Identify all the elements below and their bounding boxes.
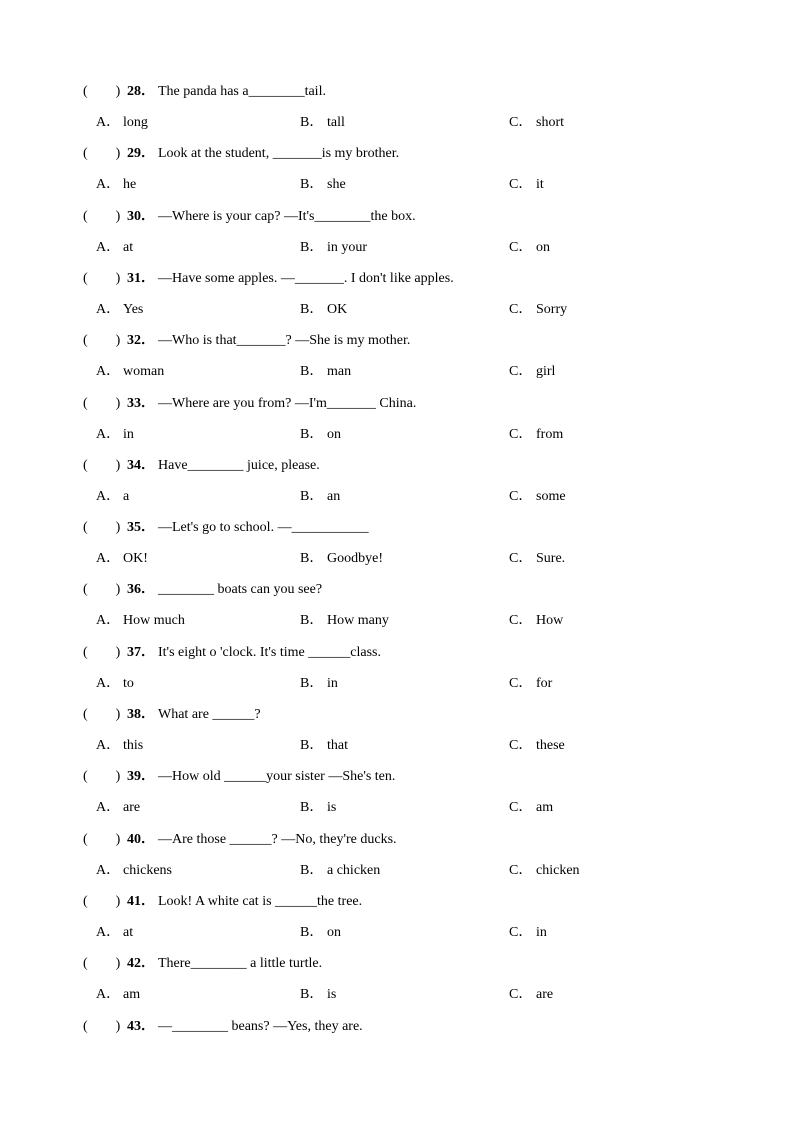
option-text: this <box>123 738 144 753</box>
question-text: What are ______? <box>158 707 261 722</box>
option-a[interactable] <box>96 923 133 943</box>
option-text: she <box>327 177 346 192</box>
question-33 <box>83 394 416 414</box>
answer-bracket[interactable]: ( ) <box>83 707 121 722</box>
question-number: 29． <box>127 146 155 161</box>
option-letter: C． <box>509 925 533 940</box>
question-text: —Let's go to school. —___________ <box>158 520 369 535</box>
option-letter: B． <box>300 177 324 192</box>
option-text: am <box>123 987 141 1002</box>
option-text: Yes <box>123 302 144 317</box>
option-text: that <box>327 738 348 753</box>
option-text: How much <box>123 613 185 628</box>
option-text: are <box>123 800 141 815</box>
option-letter: A． <box>96 613 121 628</box>
option-a[interactable] <box>96 861 172 881</box>
option-b[interactable] <box>300 923 341 943</box>
question-number: 38． <box>127 707 155 722</box>
option-letter: B． <box>300 800 324 815</box>
option-c[interactable] <box>509 238 550 258</box>
option-text: are <box>536 987 554 1002</box>
option-letter: A． <box>96 551 121 566</box>
question-number: 36． <box>127 582 155 597</box>
option-text: to <box>123 676 134 691</box>
question-37 <box>83 643 381 663</box>
option-a[interactable] <box>96 362 164 382</box>
options-row <box>0 861 794 881</box>
option-text: woman <box>123 364 165 379</box>
option-text: in <box>123 427 134 442</box>
option-text: Sorry <box>536 302 568 317</box>
question-28 <box>83 82 326 102</box>
option-b[interactable] <box>300 113 345 133</box>
option-letter: C． <box>509 364 533 379</box>
option-letter: B． <box>300 676 324 691</box>
option-letter: B． <box>300 863 324 878</box>
question-number: 35． <box>127 520 155 535</box>
option-letter: C． <box>509 115 533 130</box>
question-36 <box>83 580 322 600</box>
options-row <box>0 425 794 445</box>
option-text: on <box>327 427 341 442</box>
options-row <box>0 113 794 133</box>
option-a[interactable] <box>96 985 140 1005</box>
option-b[interactable] <box>300 425 341 445</box>
question-29 <box>83 144 399 164</box>
option-c[interactable] <box>509 923 547 943</box>
option-letter: A． <box>96 240 121 255</box>
question-number: 43． <box>127 1019 155 1034</box>
option-b[interactable] <box>300 549 383 569</box>
question-text: —Where are you from? —I'm_______ China. <box>158 396 417 411</box>
option-a[interactable] <box>96 736 143 756</box>
answer-bracket[interactable]: ( ) <box>83 146 121 161</box>
option-b[interactable] <box>300 985 336 1005</box>
option-b[interactable] <box>300 861 380 881</box>
option-text: at <box>123 240 134 255</box>
question-text: ________ boats can you see? <box>158 582 323 597</box>
answer-bracket[interactable]: ( ) <box>83 84 121 99</box>
answer-bracket[interactable]: ( ) <box>83 769 121 784</box>
option-text: chickens <box>123 863 172 878</box>
option-letter: B． <box>300 987 324 1002</box>
option-c[interactable] <box>509 736 565 756</box>
answer-bracket[interactable]: ( ) <box>83 645 121 660</box>
option-letter: C． <box>509 863 533 878</box>
option-letter: C． <box>509 427 533 442</box>
option-letter: C． <box>509 302 533 317</box>
question-text: Look at the student, _______is my brother. <box>158 146 400 161</box>
question-number: 31． <box>127 271 155 286</box>
option-letter: B． <box>300 427 324 442</box>
question-35 <box>83 518 369 538</box>
option-letter: A． <box>96 800 121 815</box>
options-row <box>0 798 794 818</box>
question-number: 37． <box>127 645 155 660</box>
option-text: OK! <box>123 551 148 566</box>
answer-bracket[interactable]: ( ) <box>83 832 121 847</box>
answer-bracket[interactable]: ( ) <box>83 458 121 473</box>
answer-bracket[interactable]: ( ) <box>83 271 121 286</box>
answer-bracket[interactable]: ( ) <box>83 582 121 597</box>
option-letter: A． <box>96 987 121 1002</box>
question-42 <box>83 954 322 974</box>
options-row <box>0 923 794 943</box>
option-text: short <box>536 115 564 130</box>
question-text: —________ beans? —Yes, they are. <box>158 1019 363 1034</box>
option-letter: B． <box>300 364 324 379</box>
option-letter: B． <box>300 925 324 940</box>
option-text: some <box>536 489 566 504</box>
option-text: am <box>536 800 554 815</box>
option-c[interactable] <box>509 674 552 694</box>
question-41 <box>83 892 362 912</box>
option-letter: B． <box>300 302 324 317</box>
option-letter: A． <box>96 427 121 442</box>
question-text: The panda has a________tail. <box>158 84 326 99</box>
option-text: these <box>536 738 565 753</box>
option-letter: A． <box>96 115 121 130</box>
question-34 <box>83 456 320 476</box>
option-text: on <box>327 925 341 940</box>
option-a[interactable] <box>96 113 148 133</box>
option-letter: B． <box>300 551 324 566</box>
option-text: it <box>536 177 544 192</box>
options-row <box>0 549 794 569</box>
option-text: from <box>536 427 564 442</box>
option-text: for <box>536 676 553 691</box>
option-c[interactable] <box>509 985 553 1005</box>
option-a[interactable] <box>96 798 140 818</box>
option-b[interactable] <box>300 362 351 382</box>
option-letter: A． <box>96 925 121 940</box>
options-row <box>0 362 794 382</box>
answer-bracket[interactable]: ( ) <box>83 396 121 411</box>
question-text: Look! A white cat is ______the tree. <box>158 894 363 909</box>
option-text: is <box>327 987 337 1002</box>
option-text: in your <box>327 240 368 255</box>
option-c[interactable] <box>509 861 580 881</box>
question-number: 40． <box>127 832 155 847</box>
option-b[interactable] <box>300 175 346 195</box>
option-letter: C． <box>509 800 533 815</box>
option-letter: C． <box>509 613 533 628</box>
option-letter: C． <box>509 177 533 192</box>
option-text: girl <box>536 364 556 379</box>
option-c[interactable] <box>509 425 563 445</box>
option-b[interactable] <box>300 611 389 631</box>
question-number: 42． <box>127 956 155 971</box>
option-letter: C． <box>509 489 533 504</box>
option-letter: B． <box>300 613 324 628</box>
option-text: Goodbye! <box>327 551 383 566</box>
question-43 <box>83 1017 363 1037</box>
option-c[interactable] <box>509 175 544 195</box>
question-text: —Where is your cap? —It's________the box. <box>158 209 416 224</box>
options-row <box>0 487 794 507</box>
option-text: How many <box>327 613 389 628</box>
option-a[interactable] <box>96 300 143 320</box>
option-a[interactable] <box>96 549 148 569</box>
option-text: chicken <box>536 863 580 878</box>
options-row <box>0 300 794 320</box>
option-letter: C． <box>509 551 533 566</box>
option-letter: A． <box>96 364 121 379</box>
option-letter: B． <box>300 240 324 255</box>
options-row <box>0 175 794 195</box>
question-text: It's eight o 'clock. It's time ______class. <box>158 645 381 660</box>
option-letter: C． <box>509 987 533 1002</box>
option-b[interactable] <box>300 736 348 756</box>
option-a[interactable] <box>96 611 185 631</box>
answer-bracket[interactable]: ( ) <box>83 520 121 535</box>
option-text: an <box>327 489 341 504</box>
options-row <box>0 611 794 631</box>
options-row <box>0 238 794 258</box>
question-text: —How old ______your sister —She's ten. <box>158 769 396 784</box>
question-38 <box>83 705 261 725</box>
question-number: 41． <box>127 894 155 909</box>
option-letter: B． <box>300 489 324 504</box>
question-number: 34． <box>127 458 155 473</box>
question-text: —Are those ______? —No, they're ducks. <box>158 832 397 847</box>
options-row <box>0 985 794 1005</box>
option-letter: A． <box>96 676 121 691</box>
option-letter: C． <box>509 676 533 691</box>
option-b[interactable] <box>300 798 336 818</box>
answer-bracket[interactable]: ( ) <box>83 1019 121 1034</box>
option-letter: A． <box>96 489 121 504</box>
answer-bracket[interactable]: ( ) <box>83 894 121 909</box>
option-a[interactable] <box>96 238 133 258</box>
option-text: long <box>123 115 148 130</box>
option-text: at <box>123 925 134 940</box>
question-39 <box>83 767 395 787</box>
question-32 <box>83 331 410 351</box>
option-text: a <box>123 489 130 504</box>
option-letter: A． <box>96 302 121 317</box>
option-c[interactable] <box>509 798 553 818</box>
option-text: tall <box>327 115 345 130</box>
option-text: a chicken <box>327 863 381 878</box>
options-row <box>0 736 794 756</box>
option-a[interactable] <box>96 425 134 445</box>
option-text: man <box>327 364 352 379</box>
answer-bracket[interactable]: ( ) <box>83 956 121 971</box>
option-c[interactable] <box>509 362 555 382</box>
option-c[interactable] <box>509 549 565 569</box>
option-b[interactable] <box>300 238 367 258</box>
options-row <box>0 674 794 694</box>
option-text: Sure. <box>536 551 566 566</box>
option-a[interactable] <box>96 487 129 507</box>
option-b[interactable] <box>300 300 347 320</box>
option-letter: A． <box>96 738 121 753</box>
question-30 <box>83 207 416 227</box>
question-text: —Have some apples. —_______. I don't like apples. <box>158 271 454 286</box>
option-text: in <box>327 676 338 691</box>
question-number: 39． <box>127 769 155 784</box>
answer-bracket[interactable]: ( ) <box>83 333 121 348</box>
option-text: in <box>536 925 547 940</box>
option-b[interactable] <box>300 674 338 694</box>
option-letter: B． <box>300 115 324 130</box>
question-number: 33． <box>127 396 155 411</box>
option-c[interactable] <box>509 300 567 320</box>
question-number: 28． <box>127 84 155 99</box>
option-letter: A． <box>96 177 121 192</box>
option-letter: A． <box>96 863 121 878</box>
option-text: OK <box>327 302 348 317</box>
option-text: is <box>327 800 337 815</box>
option-text: on <box>536 240 550 255</box>
question-number: 32． <box>127 333 155 348</box>
option-letter: C． <box>509 240 533 255</box>
option-a[interactable] <box>96 674 134 694</box>
option-a[interactable] <box>96 175 136 195</box>
option-text: he <box>123 177 137 192</box>
option-c[interactable] <box>509 487 566 507</box>
option-letter: B． <box>300 738 324 753</box>
option-b[interactable] <box>300 487 340 507</box>
question-40 <box>83 830 397 850</box>
question-number: 30． <box>127 209 155 224</box>
option-c[interactable] <box>509 611 563 631</box>
question-31 <box>83 269 454 289</box>
question-text: —Who is that_______? —She is my mother. <box>158 333 411 348</box>
option-letter: C． <box>509 738 533 753</box>
option-text: How <box>536 613 564 628</box>
answer-bracket[interactable]: ( ) <box>83 209 121 224</box>
question-text: Have________ juice, please. <box>158 458 320 473</box>
option-c[interactable] <box>509 113 564 133</box>
question-text: There________ a little turtle. <box>158 956 323 971</box>
